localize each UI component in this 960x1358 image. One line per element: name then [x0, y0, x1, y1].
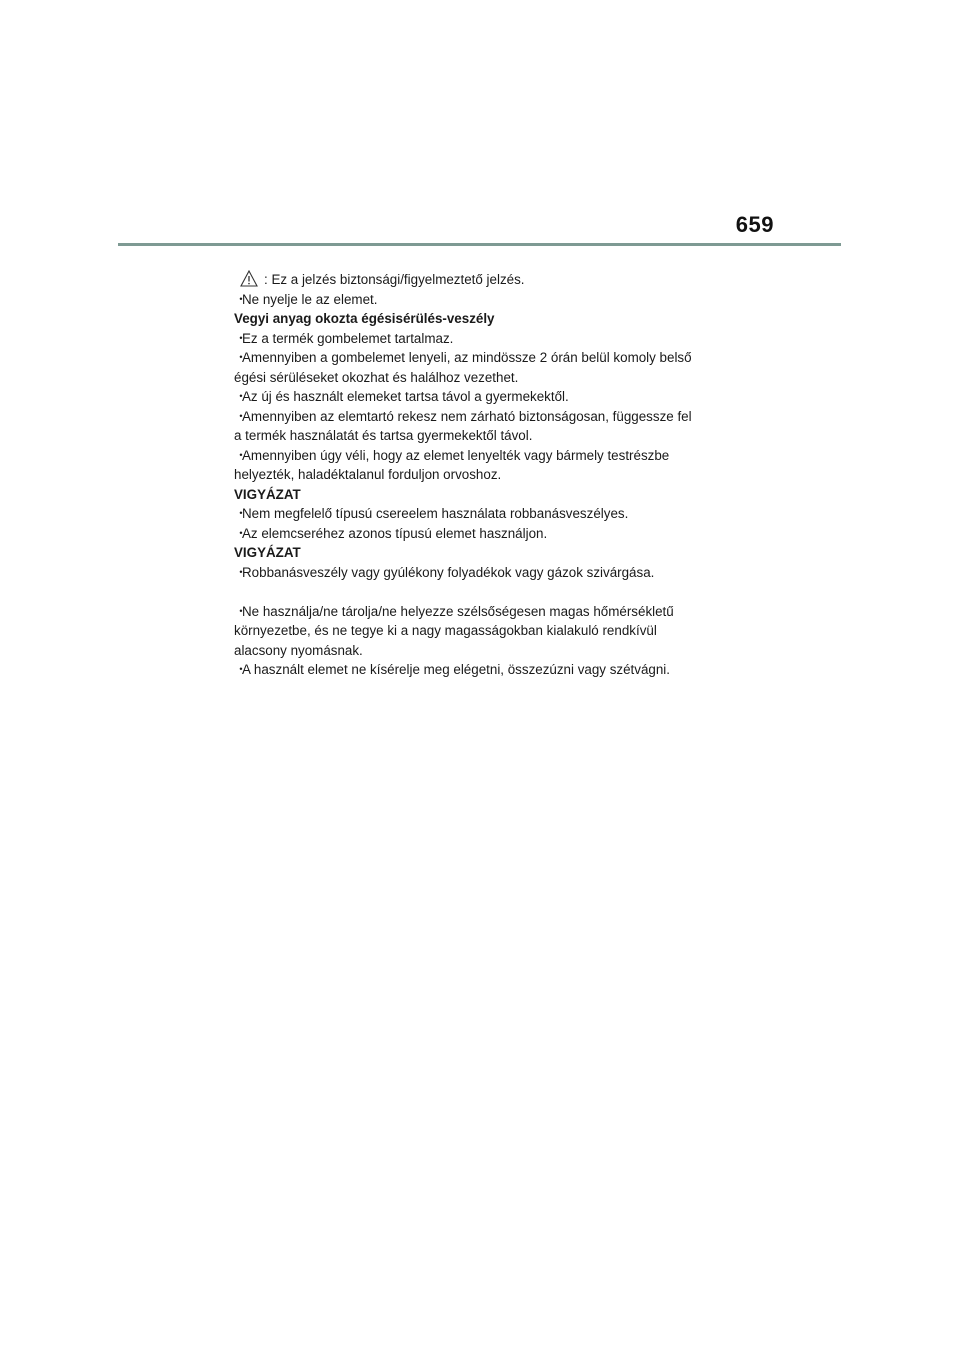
bullet-item: [234, 563, 734, 583]
bullet-text: Nem megfelelő típusú csereelem használata robbanásveszélyes.: [242, 506, 629, 521]
bullet-glyph: ・: [234, 564, 242, 580]
warning-content: [234, 270, 734, 680]
bullet-item: [234, 660, 734, 680]
warning-symbol-text: : Ez a jelzés biztonsági/figyelmeztető jelzés.: [264, 272, 525, 287]
bullet-text: Ez a termék gombelemet tartalmaz.: [242, 330, 454, 346]
continuation-text: környezetbe, és ne tegye ki a nagy magasságokban kialakuló rendkívül: [234, 623, 657, 638]
bullet-text: Amennyiben úgy véli, hogy az elemet lenyelték vagy bármely testrészbe: [242, 447, 670, 463]
bullet-text: Robbanásveszély vagy gyúlékony folyadékok vagy gázok szivárgása.: [242, 564, 655, 580]
bullet-glyph: ・: [234, 350, 242, 365]
continuation-text: alacsony nyomásnak.: [234, 642, 363, 658]
bullet-text: Ne használja/ne tárolja/ne helyezze szélsőségesen magas hőmérsékletű: [242, 603, 674, 619]
bullet-glyph: ・: [234, 506, 242, 521]
continuation-text: helyezték, haladéktalanul forduljon orvoshoz.: [234, 467, 502, 482]
blank-line: [234, 582, 734, 602]
bullet-item: [234, 407, 734, 427]
bullet-text: Ne nyelje le az elemet.: [242, 291, 378, 307]
bullet-glyph: ・: [234, 291, 242, 307]
page-number: 659: [735, 212, 774, 237]
header-rule: [118, 243, 841, 246]
bullet-glyph: ・: [234, 389, 242, 404]
caution-heading: VIGYÁZAT: [234, 486, 301, 502]
bullet-item: [234, 387, 734, 407]
bullet-text: A használt elemet ne kísérelje meg elégetni, összezúzni vagy szétvágni.: [242, 662, 670, 677]
bullet-item: [234, 348, 734, 368]
bullet-glyph: ・: [234, 525, 242, 541]
bullet-item: [234, 524, 734, 544]
bullet-text: Az elemcseréhez azonos típusú elemet használjon.: [242, 525, 548, 541]
section-heading: Vegyi anyag okozta égésisérülés-veszély: [234, 311, 495, 326]
bullet-item: [234, 329, 734, 349]
continuation-text: égési sérüléseket okozhat és halálhoz vezethet.: [234, 369, 519, 385]
warning-symbol-line: [234, 270, 734, 290]
bullet-item: [234, 602, 734, 622]
bullet-text: Amennyiben az elemtartó rekesz nem zárható biztonságosan, függessze fel: [242, 408, 692, 424]
bullet-text: Az új és használt elemeket tartsa távol a gyermekektől.: [242, 389, 569, 404]
bullet-glyph: ・: [234, 447, 242, 463]
bullet-glyph: ・: [234, 408, 242, 424]
caution-heading: VIGYÁZAT: [234, 545, 301, 560]
continuation-text: a termék használatát és tartsa gyermekektől távol.: [234, 428, 533, 443]
bullet-item: [234, 446, 734, 466]
bullet-glyph: ・: [234, 603, 242, 619]
bullet-item: [234, 290, 734, 310]
bullet-text: Amennyiben a gombelemet lenyeli, az mindössze 2 órán belül komoly belső: [242, 350, 692, 365]
warning-lines: [234, 290, 734, 680]
bullet-glyph: ・: [234, 330, 242, 346]
warning-triangle-icon: [240, 270, 258, 287]
bullet-item: [234, 504, 734, 524]
bullet-glyph: ・: [234, 662, 242, 677]
